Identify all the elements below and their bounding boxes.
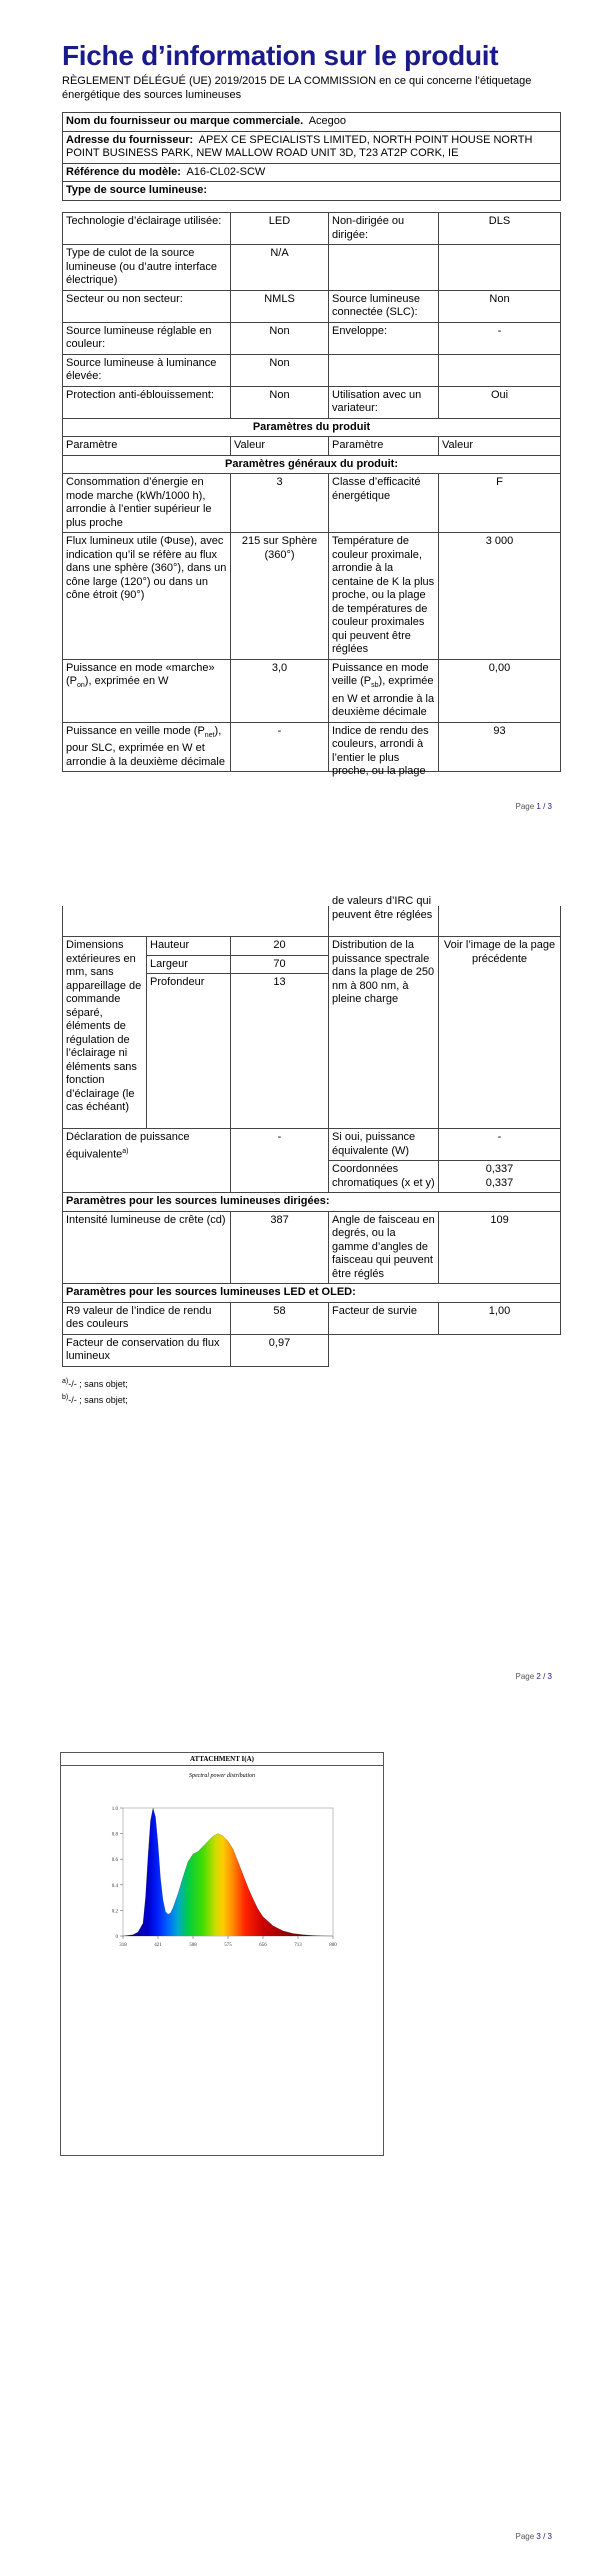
cell-anti-glare-label: Protection anti-éblouissement: (63, 386, 231, 418)
sb-power-text-b: ), exprimée en W et arrondie à la deuxième décimale (332, 675, 435, 719)
cell-cap-label: Type de culot de la source lumineuse (ou d’autre interface électrique) (63, 245, 231, 291)
x-tick-label: 713 (294, 1943, 302, 1948)
cell-beam-angle-value: 109 (439, 1211, 561, 1284)
cell-depth-label: Profondeur (147, 974, 231, 1129)
chroma-y: 0,337 (485, 1176, 514, 1189)
cell-equivalent-power-label (63, 1129, 231, 1193)
cell-depth-value: 13 (231, 974, 329, 1129)
directed-heading: Paramètres pour les sources lumineuses dirigées: (63, 1193, 561, 1212)
general-params-heading: Paramètres généraux du produit: (63, 455, 561, 474)
net-standby-value: - (277, 724, 282, 737)
cell-connected-label: Source lumineuse connectée (SLC): (329, 290, 439, 322)
footnote-a-text: -/- ; sans objet; (68, 1379, 128, 1389)
page-3 (0, 1700, 608, 2560)
cell-cct-label: Température de couleur proximale, arrondie à la centaine de K la plus proche, ou la plage de températures de couleur proximales qui peuvent être réglées (329, 533, 439, 660)
col-param-header: Paramètre (329, 437, 439, 456)
cell-spectral-value: Voir l’image de la page précédente (439, 937, 561, 1129)
cell-net-standby-label (63, 722, 231, 771)
col-value-header: Valeur (231, 437, 329, 456)
cell-empty (439, 354, 561, 386)
cri-continued-text: de valeurs d’IRC qui peuvent être réglées (332, 895, 433, 921)
cell-envelope-label: Enveloppe: (329, 322, 439, 354)
cell-yes-power-value: - (439, 1129, 561, 1161)
page-footer (515, 1672, 552, 1681)
y-tick-label: 0.2 (111, 1909, 118, 1915)
col-param-header: Paramètre (63, 437, 231, 456)
supplier-address-label: Adresse du fournisseur: (66, 133, 194, 146)
x-tick-label: 421 (154, 1943, 162, 1948)
cell-dimmer-label: Utilisation avec un variateur: (329, 386, 439, 418)
cell-standby-power-label (329, 659, 439, 722)
cell-beam-angle-label: Angle de faisceau en degrés, ou la gamme d’angles de faisceau qui peuvent être réglés (329, 1211, 439, 1284)
cell-empty (329, 1334, 439, 1366)
footer-page-total: / 3 (543, 2532, 552, 2541)
footer-page-number: 3 (536, 2532, 541, 2541)
cell-cri-label (329, 722, 439, 778)
page-2 (0, 830, 608, 1700)
cell-empty (439, 245, 561, 291)
footnote-b-text: -/- ; sans objet; (68, 1395, 128, 1405)
cell-colour-tunable-value: Non (231, 322, 329, 354)
y-tick-label: 0.4 (111, 1883, 118, 1889)
cell-survival-value: 1,00 (439, 1302, 561, 1334)
cell-survival-label: Facteur de survie (329, 1302, 439, 1334)
net-power-sub: net (204, 731, 215, 739)
cell-mains-label: Secteur ou non secteur: (63, 290, 231, 322)
sb-power-text-a: Puissance en mode veille (P (332, 661, 429, 687)
cell-energy-consumption-value: 3 (231, 474, 329, 533)
footer-page-number: 1 (536, 802, 541, 811)
x-tick-label: 800 (329, 1943, 337, 1948)
led-heading: Paramètres pour les sources lumineuses LED et OLED: (63, 1284, 561, 1303)
cell-anti-glare-value: Non (231, 386, 329, 418)
params-heading: Paramètres du produit (63, 418, 561, 437)
x-tick-label: 656 (259, 1943, 267, 1948)
x-tick-label: 575 (224, 1943, 232, 1948)
chart-title: Spectral power distribution (189, 1773, 255, 1779)
source-type-heading: Type de source lumineuse: (63, 182, 561, 201)
spectral-chart (61, 1753, 383, 2155)
y-tick-label: 0.8 (111, 1832, 118, 1838)
y-tick-label: 0.6 (111, 1858, 118, 1864)
supplier-table (62, 112, 561, 201)
doc-subtitle: RÈGLEMENT DÉLÉGUÉ (UE) 2019/2015 DE LA COMMISSION en ce qui concerne l’étiquetage énergétique des sources lumineuses (62, 75, 532, 101)
cri-label-text: Indice de rendu des couleurs, arrondi à l’entier le plus proche, ou la plage (332, 724, 429, 778)
cell-high-luminance-value: Non (231, 354, 329, 386)
cri-value: 93 (493, 724, 506, 737)
equiv-text: Déclaration de puissance équivalente (66, 1131, 190, 1161)
cell-height-value: 20 (231, 937, 329, 956)
page-footer (515, 802, 552, 811)
footnote-a (62, 1375, 128, 1391)
cell-standby-power-value: 0,00 (439, 659, 561, 722)
cell-technology-label: Technologie d’éclairage utilisée: (63, 213, 231, 245)
footer-page-total: / 3 (543, 802, 552, 811)
footnote-a-mark: a) (62, 1378, 69, 1385)
cell-cct-value: 3 000 (439, 533, 561, 660)
cell-directional-value: DLS (439, 213, 561, 245)
cell-dimmer-value: Oui (439, 386, 561, 418)
cell-on-mode-power-value: 3,0 (231, 659, 329, 722)
x-tick-label: 318 (119, 1943, 127, 1948)
net-power-text-a: Puissance en veille mode (P (66, 724, 205, 737)
continuation-table (62, 895, 561, 1367)
y-tick-label: 0 (115, 1935, 118, 1940)
cell-peak-intensity-value: 387 (231, 1211, 329, 1284)
cell-empty (439, 906, 561, 937)
cell-useful-flux-value: 215 sur Sphère (360°) (231, 533, 329, 660)
cell-mains-value: NMLS (231, 290, 329, 322)
cell-r9-label: R9 valeur de l’indice de rendu des couleurs (63, 1302, 231, 1334)
page-1 (0, 0, 608, 830)
cell-energy-class-label: Classe d’efficacité énergétique (329, 474, 439, 533)
cell-empty (63, 906, 329, 937)
on-power-text-a: Puissance en mode «marche» (P (66, 661, 215, 687)
footnote-b-mark: b) (62, 1394, 69, 1401)
cell-flux-maintenance-label: Facteur de conservation du flux lumineux (63, 1334, 231, 1366)
cell-colour-tunable-label: Source lumineuse réglable en couleur: (63, 322, 231, 354)
footer-page-total: / 3 (543, 1672, 552, 1681)
cell-useful-flux-label: Flux lumineux utile (Φuse), avec indication qu’il se réfère au flux dans une sphère (360°), dans un cône large (120°) ou dans un cône étroit (90°) (63, 533, 231, 660)
cell-peak-intensity-label: Intensité lumineuse de crête (cd) (63, 1211, 231, 1284)
supplier-name-value: Acegoo (308, 115, 346, 127)
model-value: A16-CL02-SCW (186, 165, 266, 178)
net-power-text-b: ), pour SLC, exprimée en W et arrondie à la deuxième décimale (66, 724, 225, 768)
cell-energy-class-value: F (439, 474, 561, 533)
footer-label: Page (515, 802, 535, 811)
cell-cri-value (439, 722, 561, 771)
footnote-b (62, 1391, 128, 1407)
spectrum-area (123, 1808, 333, 1936)
cell-cri-continued (329, 895, 439, 937)
on-power-sub: on (77, 682, 85, 690)
cell-on-mode-power-label (63, 659, 231, 722)
supplier-name-label: Nom du fournisseur ou marque commerciale. (66, 115, 304, 127)
page-footer (515, 2532, 552, 2541)
cell-high-luminance-label: Source lumineuse à luminance élevée: (63, 354, 231, 386)
cell-chromaticity-label: Coordonnées chromatiques (x et y) (329, 1161, 439, 1193)
cell-spectral-label: Distribution de la puissance spectrale dans la plage de 250 nm à 800 nm, à pleine charge (329, 937, 439, 1129)
supplier-name-row (63, 113, 561, 132)
y-tick-label: 1.0 (111, 1807, 118, 1812)
cell-width-label: Largeur (147, 955, 231, 974)
attachment-header: ATTACHMENT I(A) (61, 1753, 383, 1766)
cell-empty (329, 245, 439, 291)
cell-r9-value: 58 (231, 1302, 329, 1334)
model-label: Référence du modèle: (66, 165, 181, 178)
cell-energy-consumption-label: Consommation d’énergie en mode marche (kWh/1000 h), arrondie à l’entier supérieur le plus proche (63, 474, 231, 533)
source-type-table (62, 212, 561, 778)
cell-yes-power-label: Si oui, puissance équivalente (W) (329, 1129, 439, 1161)
model-row (63, 163, 561, 182)
cell-cap-value: N/A (231, 245, 329, 291)
supplier-address-value: APEX CE SPECIALISTS LIMITED, NORTH POINT HOUSE NORTH POINT BUSINESS PARK, NEW MALLOW ROAD UNIT 3D, T23 AT2P CORK, IE (66, 133, 533, 159)
cell-directional-label: Non-dirigée ou dirigée: (329, 213, 439, 245)
footnotes (62, 1375, 128, 1407)
supplier-address-row (63, 131, 561, 163)
cell-technology-value: LED (231, 213, 329, 245)
cell-empty (439, 1334, 561, 1366)
cell-empty (329, 354, 439, 386)
cell-dimensions-label: Dimensions extérieures en mm, sans appareillage de commande séparé, éléments de régulation de l’éclairage ni éléments sans fonction d’éclairage (le cas échéant) (63, 937, 147, 1129)
cell-flux-maintenance-value: 0,97 (231, 1334, 329, 1366)
cell-height-label: Hauteur (147, 937, 231, 956)
equiv-sup: a) (122, 1147, 129, 1155)
cell-net-standby-value (231, 722, 329, 771)
footer-label: Page (515, 1672, 535, 1681)
col-value-header: Valeur (439, 437, 561, 456)
cell-envelope-value: - (439, 322, 561, 354)
cell-connected-value: Non (439, 290, 561, 322)
doc-title: Fiche d’information sur le produit (62, 40, 499, 71)
chroma-x: 0,337 (485, 1163, 514, 1175)
cell-width-value: 70 (231, 955, 329, 974)
on-power-text-b: ), exprimée en W (84, 675, 169, 687)
footer-label: Page (515, 2532, 535, 2541)
sb-power-sub: sb (371, 682, 379, 690)
cell-chromaticity-value (439, 1161, 561, 1193)
footer-page-number: 2 (536, 1672, 541, 1681)
cell-equivalent-power-value: - (231, 1129, 329, 1193)
attachment-frame (60, 1752, 384, 2156)
x-tick-label: 508 (189, 1943, 197, 1948)
